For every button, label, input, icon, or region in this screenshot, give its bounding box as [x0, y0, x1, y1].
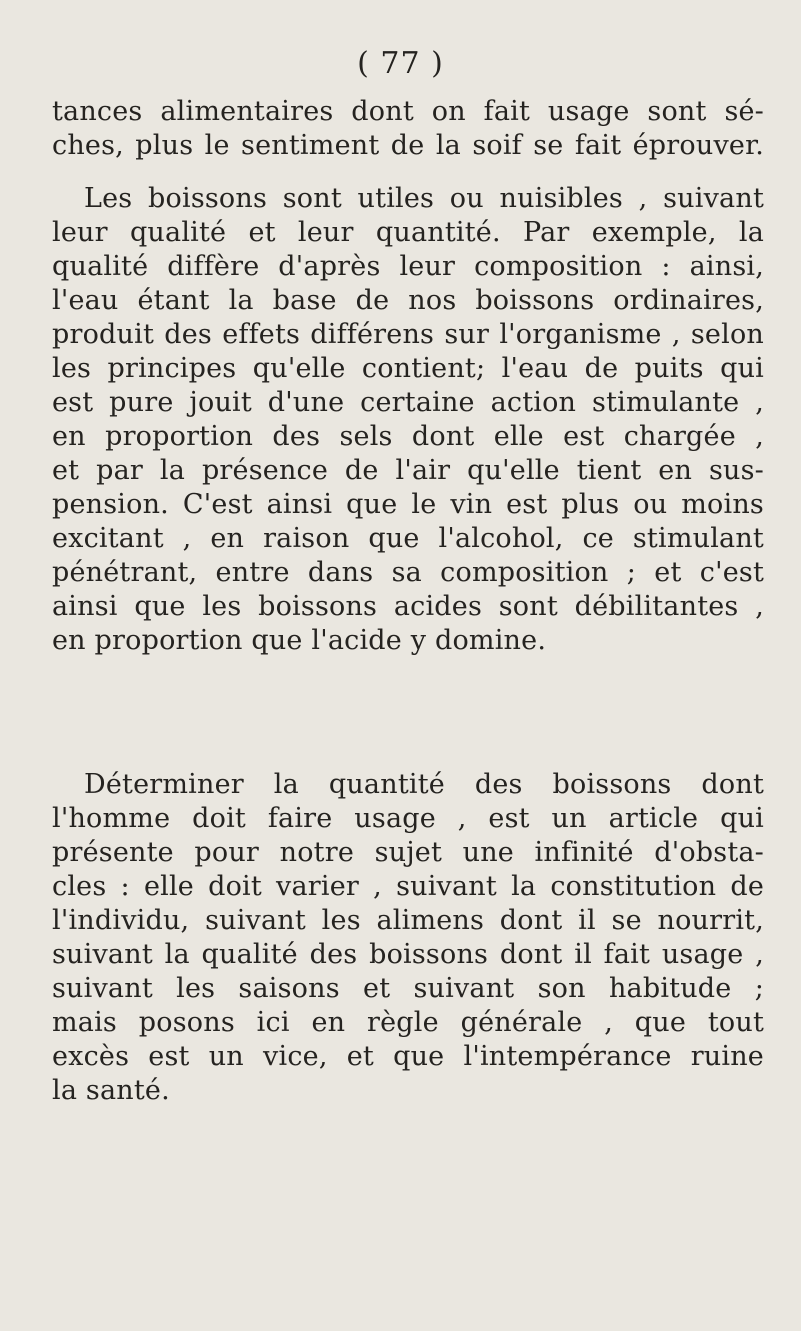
text-line: et par la présence de l'air qu'elle tient en sus- — [52, 455, 764, 486]
text-line: suivant la qualité des boissons dont il fait usage , — [52, 939, 764, 970]
text-line: l'homme doit faire usage , est un article qui — [52, 803, 764, 834]
text-line: qualité diffère d'après leur composition : ainsi, — [52, 251, 764, 282]
text-line: pension. C'est ainsi que le vin est plus ou moins — [52, 489, 764, 520]
text-line: ches, plus le sentiment de la soif se fait éprouver. — [52, 130, 764, 161]
text-line: tances alimentaires dont on fait usage sont sé- — [52, 96, 764, 127]
text-line: Les boissons sont utiles ou nuisibles , suivant — [84, 183, 764, 214]
text-line: leur qualité et leur quantité. Par exemple, la — [52, 217, 764, 248]
paragraph-2 — [52, 182, 764, 658]
text-line: excitant , en raison que l'alcohol, ce stimulant — [52, 523, 764, 554]
text-line: les principes qu'elle contient; l'eau de puits qui — [52, 353, 764, 384]
text-line: mais posons ici en règle générale , que tout — [52, 1007, 764, 1038]
text-line: produit des effets différens sur l'organisme , selon — [52, 319, 764, 350]
text-line: présente pour notre sujet une infinité d'obsta- — [52, 837, 764, 868]
text-line: l'individu, suivant les alimens dont il se nourrit, — [52, 905, 764, 936]
text-line: l'eau étant la base de nos boissons ordinaires, — [52, 285, 764, 316]
text-line: ainsi que les boissons acides sont débilitantes , — [52, 591, 764, 622]
paragraph-3 — [52, 768, 764, 1108]
text-line: est pure jouit d'une certaine action stimulante , — [52, 387, 764, 418]
paragraph-1 — [52, 95, 764, 163]
text-line: Déterminer la quantité des boissons dont — [84, 769, 764, 800]
text-line: suivant les saisons et suivant son habitude ; — [52, 973, 764, 1004]
page-number: ( 77 ) — [357, 46, 444, 81]
text-line: en proportion des sels dont elle est chargée , — [52, 421, 764, 452]
text-line: excès est un vice, et que l'intempérance ruine — [52, 1041, 764, 1072]
text-line: en proportion que l'acide y domine. — [52, 625, 547, 656]
text-line: la santé. — [52, 1075, 170, 1106]
text-line: pénétrant, entre dans sa composition ; et c'est — [52, 557, 764, 588]
text-line: cles : elle doit varier , suivant la constitution de — [52, 871, 764, 902]
